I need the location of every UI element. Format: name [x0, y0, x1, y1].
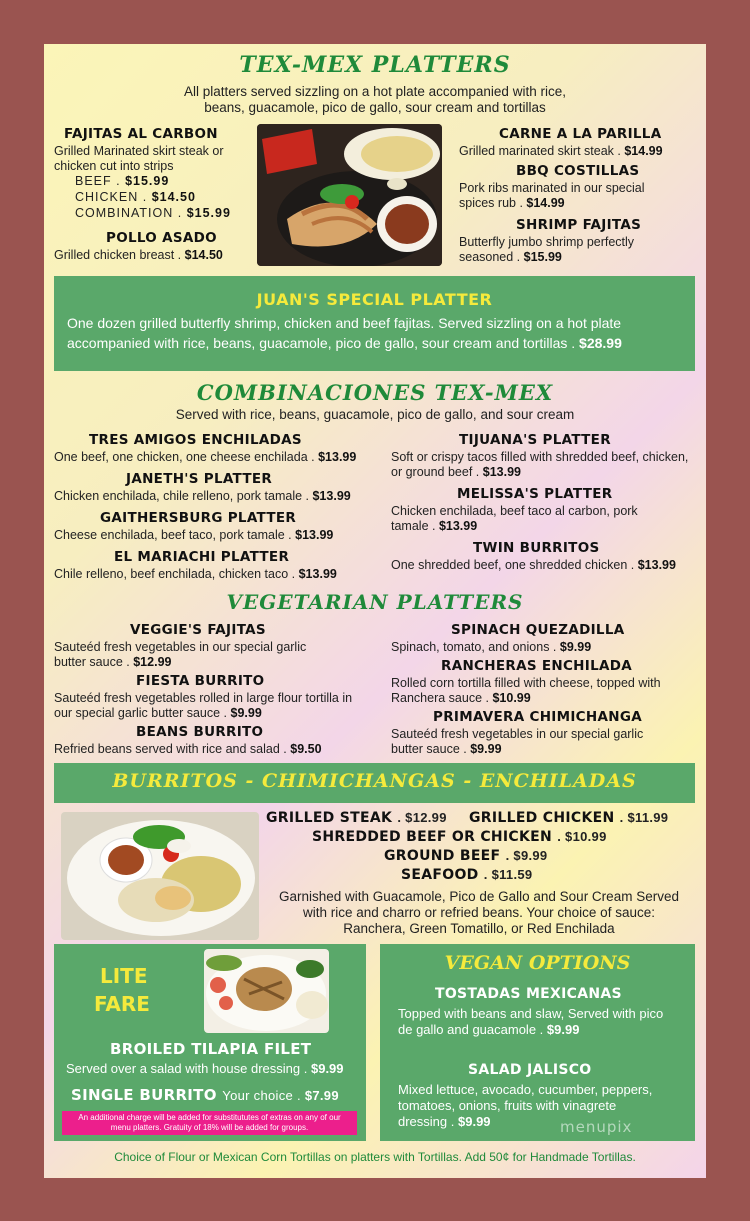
tostadas-name: TOSTADAS MEXICANAS — [435, 986, 622, 1002]
tilapia-desc: Served over a salad with house dressing . $9.99 — [66, 1061, 344, 1076]
surcharge-note-line2: menu platters. Gratuity of 18% will be added for groups. — [110, 1123, 309, 1132]
combos-sub: Served with rice, beans, guacamole, pico de gallo, and sour cream — [175, 407, 575, 422]
menupix-watermark: menupix — [560, 1118, 633, 1136]
burrito-seafood: SEAFOOD . $11.59 — [401, 867, 533, 883]
single-name: SINGLE BURRITO Your choice . $7.99 — [71, 1086, 339, 1104]
shrimp-name: SHRIMP FAJITAS — [516, 217, 642, 233]
surcharge-note-line1: An additional charge will be added for substitututes of extras on any of our — [78, 1113, 341, 1122]
salad-desc3: dressing . $9.99 — [398, 1114, 491, 1129]
burritos-title: BURRITOS - CHIMICHANGAS - ENCHILADAS — [112, 770, 637, 792]
menu-sheet — [44, 44, 706, 1178]
texmex-sub2: beans, guacamole, pico de gallo, sour cream and tortillas — [204, 100, 546, 115]
melissa-desc2: tamale . $13.99 — [391, 519, 478, 533]
fiesta-desc1: Sauteéd fresh vegetables rolled in large flour tortilla in — [54, 691, 353, 705]
pollo-desc: Grilled chicken breast . $14.50 — [54, 248, 223, 262]
texmex-title: TEX-MEX PLATTERS — [239, 52, 511, 78]
beans-name: BEANS BURRITO — [136, 724, 264, 740]
tijuana-desc1: Soft or crispy tacos filled with shredded beef, chicken, — [391, 450, 689, 464]
burrito-steak: GRILLED STEAK . $12.99 — [266, 810, 447, 826]
fajitas-photo — [257, 124, 442, 266]
veg-fajitas-desc1: Sauteéd fresh vegetables in our special garlic — [54, 640, 307, 654]
vegan-band — [380, 944, 695, 1141]
fiesta-name: FIESTA BURRITO — [136, 673, 265, 689]
veg-title: VEGETARIAN PLATTERS — [226, 590, 524, 614]
juan-desc1: One dozen grilled butterfly shrimp, chicken and beef fajitas. Served sizzling on a hot plate — [67, 315, 622, 331]
burrito-desc1: Garnished with Guacamole, Pico de Gallo and Sour Cream Served — [279, 889, 679, 904]
veg-fajitas-name: VEGGIE'S FAJITAS — [130, 622, 266, 638]
juan-desc2: accompanied with rice, beans, guacamole, pico de gallo, sour cream and tortillas . $28.99 — [67, 335, 622, 351]
vegan-title: VEGAN OPTIONS — [444, 952, 631, 974]
texmex-sub1: All platters served sizzling on a hot plate accompanied with rice, — [184, 84, 566, 99]
tres-desc: One beef, one chicken, one cheese enchilada . $13.99 — [54, 450, 357, 464]
tilapia-name: BROILED TILAPIA FILET — [110, 1040, 312, 1058]
janeth-desc: Chicken enchilada, chile relleno, pork tamale . $13.99 — [54, 489, 351, 503]
rancheras-desc2: Ranchera sauce . $10.99 — [391, 691, 531, 705]
burritos-band — [54, 763, 695, 803]
spinach-name: SPINACH QUEZADILLA — [451, 622, 625, 638]
shrimp-desc1: Butterfly jumbo shrimp perfectly — [459, 235, 635, 249]
fajitas-desc1: Grilled Marinated skirt steak or — [54, 144, 224, 158]
tilapia-photo — [204, 949, 329, 1033]
surcharge-note — [62, 1111, 357, 1135]
salad-desc2: tomatoes, onions, fruits with vinagrete — [398, 1098, 617, 1113]
footer-note: Choice of Flour or Mexican Corn Tortillas on platters with Tortillas. Add 50¢ for Handmade Tortillas. — [114, 1150, 636, 1164]
rancheras-desc1: Rolled corn tortilla filled with cheese, topped with — [391, 676, 661, 690]
lite-fare-band — [54, 944, 366, 1141]
spinach-desc: Spinach, tomato, and onions . $9.99 — [391, 640, 592, 654]
juan-title: JUAN'S SPECIAL PLATTER — [256, 290, 493, 309]
mariachi-name: EL MARIACHI PLATTER — [114, 549, 290, 565]
melissa-name: MELISSA'S PLATTER — [457, 486, 613, 502]
lite-title2: FARE — [94, 992, 150, 1016]
fajitas-beef: BEEF . $15.99 — [75, 174, 170, 188]
bbq-desc2: spices rub . $14.99 — [459, 196, 565, 210]
burrito-desc3: Ranchera, Green Tomatillo, or Red Enchilada — [343, 921, 615, 936]
pollo-name: POLLO ASADO — [106, 230, 217, 246]
primavera-desc1: Sauteéd fresh vegetables in our special garlic — [391, 727, 644, 741]
rancheras-name: RANCHERAS ENCHILADA — [441, 658, 632, 674]
bbq-desc1: Pork ribs marinated in our special — [459, 181, 645, 195]
twin-name: TWIN BURRITOS — [473, 540, 600, 556]
gaith-name: GAITHERSBURG PLATTER — [100, 510, 297, 526]
lite-title1: LITE — [100, 964, 148, 988]
carne-desc: Grilled marinated skirt steak . $14.99 — [459, 144, 663, 158]
tijuana-desc2: or ground beef . $13.99 — [391, 465, 521, 479]
fajitas-chicken: CHICKEN . $14.50 — [75, 190, 196, 204]
fajitas-combination: COMBINATION . $15.99 — [75, 206, 231, 220]
salad-name: SALAD JALISCO — [468, 1062, 592, 1078]
bbq-name: BBQ COSTILLAS — [516, 163, 640, 179]
burrito-desc2: with rice and charro or refried beans. Your choice of sauce: — [303, 905, 655, 920]
tostadas-desc1: Topped with beans and slaw, Served with pico — [398, 1006, 664, 1021]
gaith-desc: Cheese enchilada, beef taco, pork tamale . $13.99 — [54, 528, 334, 542]
carne-name: CARNE A LA PARILLA — [499, 126, 662, 142]
primavera-desc2: butter sauce . $9.99 — [391, 742, 502, 756]
fajitas-name: FAJITAS AL CARBON — [64, 126, 218, 142]
juan-special-band — [54, 276, 695, 371]
beans-desc: Refried beans served with rice and salad . $9.50 — [54, 742, 322, 756]
burrito-chicken: GRILLED CHICKEN . $11.99 — [469, 810, 669, 826]
melissa-desc1: Chicken enchilada, beef taco al carbon, pork — [391, 504, 638, 518]
tres-name: TRES AMIGOS ENCHILADAS — [89, 432, 302, 448]
burrito-ground: GROUND BEEF . $9.99 — [384, 848, 548, 864]
primavera-name: PRIMAVERA CHIMICHANGA — [433, 709, 642, 725]
shrimp-desc2: seasoned . $15.99 — [459, 250, 562, 264]
combos-title: COMBINACIONES TEX-MEX — [196, 380, 554, 405]
tijuana-name: TIJUANA'S PLATTER — [459, 432, 611, 448]
mariachi-desc: Chile relleno, beef enchilada, chicken taco . $13.99 — [54, 567, 337, 581]
burrito-photo — [61, 812, 259, 940]
fajitas-desc2: chicken cut into strips — [54, 159, 174, 173]
janeth-name: JANETH'S PLATTER — [126, 471, 273, 487]
fiesta-desc2: our special garlic butter sauce . $9.99 — [54, 706, 262, 720]
veg-fajitas-desc2: butter sauce . $12.99 — [54, 655, 172, 669]
tostadas-desc2: de gallo and guacamole . $9.99 — [398, 1022, 580, 1037]
twin-desc: One shredded beef, one shredded chicken . $13.99 — [391, 558, 676, 572]
salad-desc1: Mixed lettuce, avocado, cucumber, peppers, — [398, 1082, 653, 1097]
burrito-shredded: SHREDDED BEEF OR CHICKEN . $10.99 — [312, 829, 607, 845]
